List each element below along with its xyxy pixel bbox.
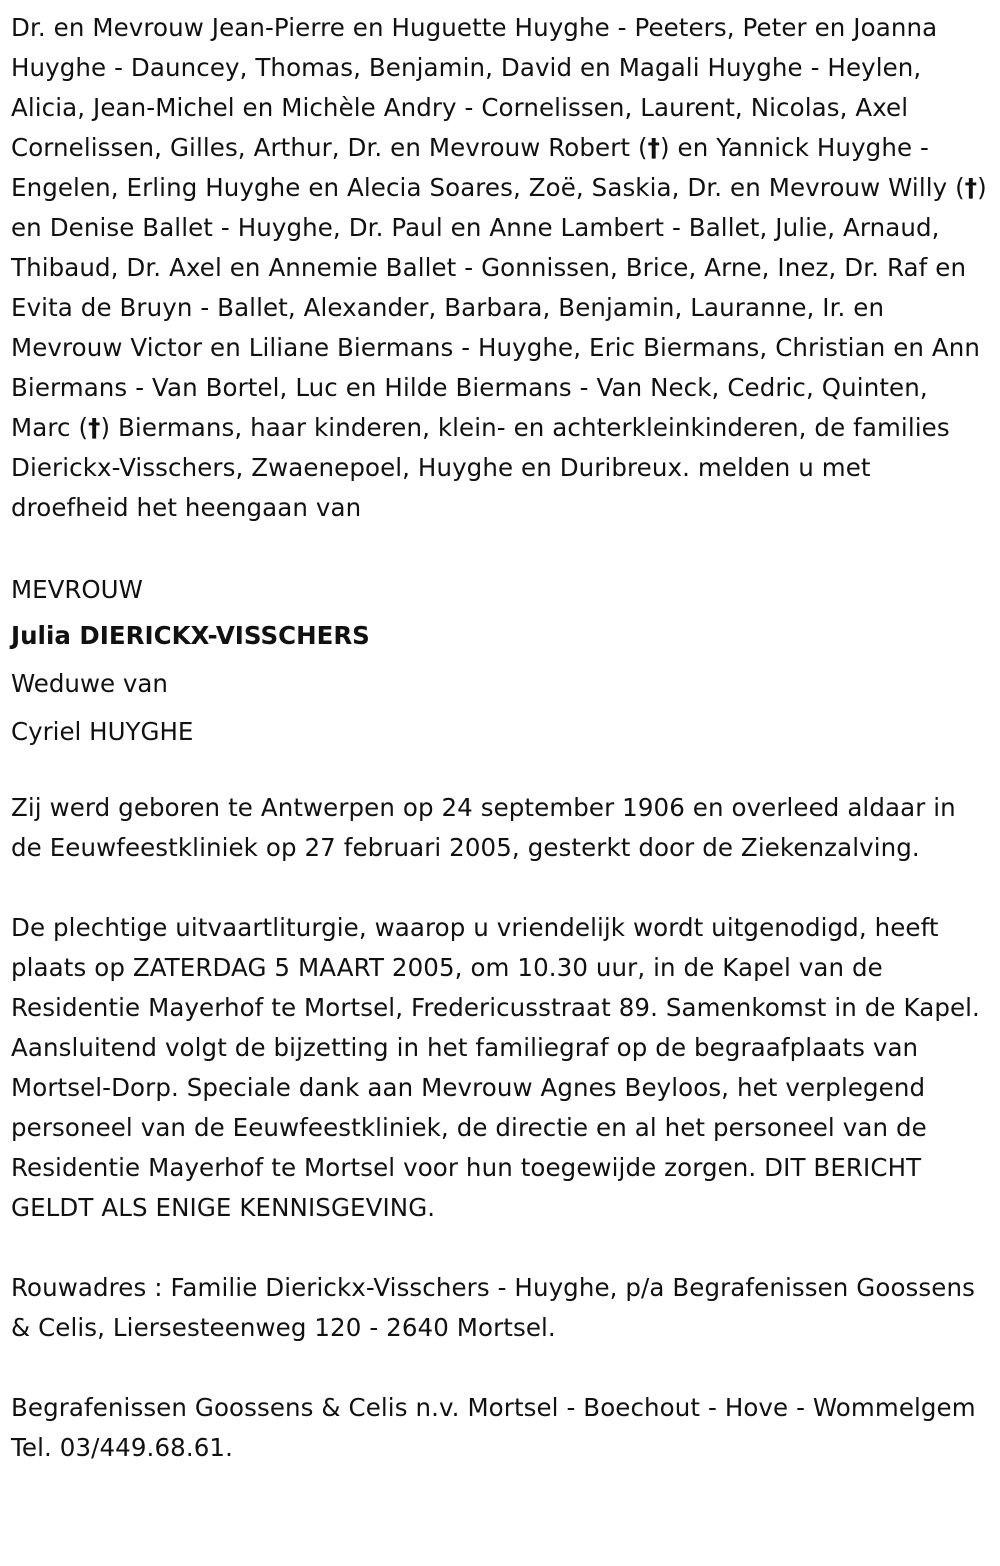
mourning-address: Rouwadres : Familie Dierickx-Visschers - Huyghe, p/a Begrafenissen Goossens & Celis, Liersesteenweg 120 - 2640 Mortsel. [11,1273,975,1342]
family-text-part-3: ) en Denise Ballet - Huyghe, Dr. Paul en Anne Lambert - Ballet, Julie, Arnaud, Thibaud, Dr. Axel en Annemie Ballet - Gonnissen, Brice, Arne, Inez, Dr. Raf en Evita de Bruyn - Ballet, Alexander, Barbara, Benjamin, Lauranne, Ir. en Mevrouw Victor en Liliane Biermans - Huyghe, Eric Biermans, Christian en Ann Biermans - Van Bortel, Luc en Hilde Biermans - Van Neck, Cedric, Quinten, Marc ( [11,173,987,442]
deceased-name: Julia DIERICKX-VISSCHERS [11,621,370,650]
funeral-paragraph: De plechtige uitvaartliturgie, waarop u vriendelijk wordt uitgenodigd, heeft plaats op ZATERDAG 5 MAART 2005, om 10.30 uur, in de Kapel van de Residentie Mayerhof te Mortsel, Fredericusstraat 89. Samenkomst in de Kapel. Aansluitend volgt de bijzetting in het familiegraf op de begraafplaats van Mortsel-Dorp. Speciale dank aan Mevrouw Agnes Beyloos, het verplegend personeel van de Eeuwfeestkliniek, de directie en al het personeel van de Residentie Mayerhof te Mortsel voor hun toegewijde zorgen. DIT BERICHT GELDT ALS ENIGE KENNISGEVING. [11,913,980,1222]
family-text-part-4: ) Biermans, haar kinderen, klein- en achterkleinkinderen, de families Dierickx-Visschers, Zwaenepoel, Huyghe en Duribreux. melden u met droefheid het heengaan van [11,413,950,522]
family-announcement [11,8,988,528]
spacer [11,1348,988,1388]
spacer [11,1228,988,1268]
birth-death-paragraph: Zij werd geboren te Antwerpen op 24 september 1906 en overleed aldaar in de Eeuwfeestkliniek op 27 februari 2005, gesterkt door de Ziekenzalving. [11,793,956,862]
family-text-part-1: Dr. en Mevrouw Jean-Pierre en Huguette Huyghe - Peeters, Peter en Joanna Huyghe - Dauncey, Thomas, Benjamin, David en Magali Huyghe - Heylen, Alicia, Jean-Michel en Michèle Andry - Cornelissen, Laurent, Nicolas, Axel Cornelissen, Gilles, Arthur, Dr. en Mevrouw Robert ( [11,13,938,162]
cross-icon: † [88,413,101,442]
cross-icon: † [964,173,978,202]
spacer [11,528,988,568]
spouse-name: Cyriel HUYGHE [11,717,194,746]
family-text-part-2: ) en Yannick Huyghe - Engelen, Erling Huyghe en Alecia Soares, Zoë, Saskia, Dr. en Mevrouw Willy ( [11,133,965,202]
deceased-title: MEVROUW [11,575,143,604]
spacer [11,756,988,788]
widow-of-label: Weduwe van [11,669,168,698]
undertaker-info: Begrafenissen Goossens & Celis n.v. Mortsel - Boechout - Hove - Wommelgem Tel. 03/449.68.61. [11,1393,976,1462]
cross-icon: † [647,133,660,162]
spacer [11,868,988,908]
